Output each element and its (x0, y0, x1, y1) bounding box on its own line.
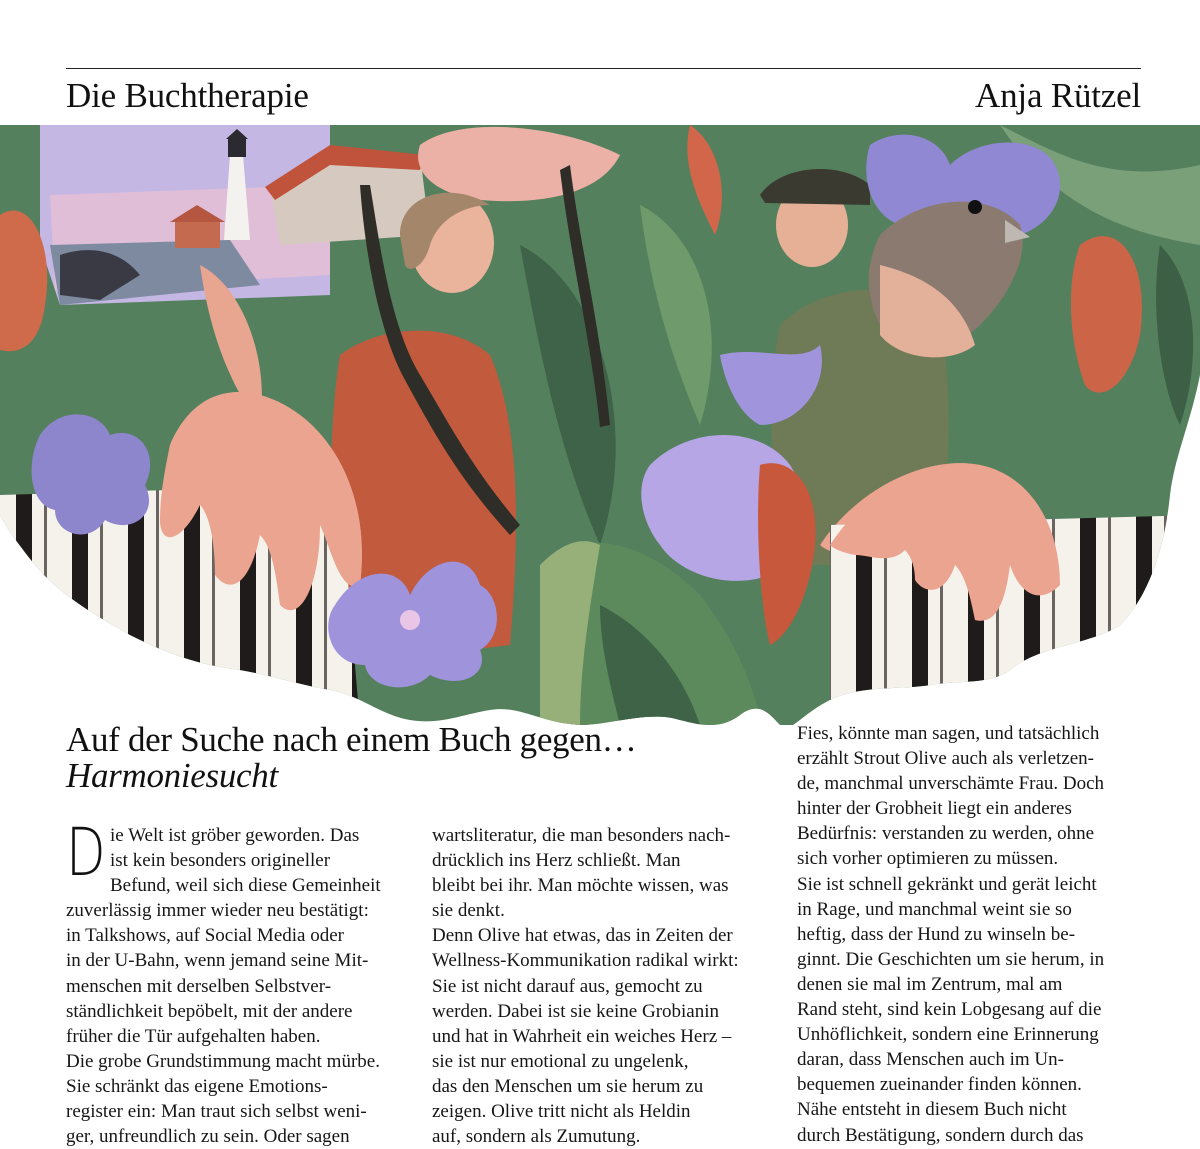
text-line: ger, unfreundlich zu sein. Oder sagen (66, 1126, 350, 1148)
text-line: Wellness-Kommunikation radikal wirkt: (432, 950, 739, 972)
text-line: erzählt Strout Olive auch als verletzen- (797, 748, 1095, 770)
text-line: werden. Dabei ist sie keine Grobianin (432, 1000, 720, 1022)
text-line: Sie schränkt das eigene Emotions- (66, 1075, 328, 1097)
text-line: bequemen zueinander finden können. (797, 1074, 1082, 1096)
drop-cap: D (66, 814, 106, 891)
text-line: ie Welt ist gröber geworden. Das (110, 825, 360, 846)
text-line: menschen mit derselben Selbstver- (66, 975, 332, 997)
text-line: Sie ist nicht darauf aus, gemocht zu (432, 975, 703, 997)
text-line: ständlichkeit bepöbelt, mit der andere (66, 1000, 353, 1022)
text-line: wartsliteratur, die man besonders nach- (432, 825, 731, 846)
text-line: in Talkshows, auf Social Media oder (66, 925, 344, 947)
text-line: zeigen. Olive tritt nicht als Heldin (432, 1101, 691, 1123)
text-line: ginnt. Die Geschichten um sie herum, in (797, 948, 1105, 970)
text-line: in der U-Bahn, wenn jemand seine Mit- (66, 950, 369, 972)
text-line: daran, dass Menschen auch im Un- (797, 1049, 1064, 1071)
text-line: sie ist nur emotional zu ungelenk, (432, 1050, 689, 1072)
header-rule (66, 68, 1141, 69)
text-line: auf, sondern als Zumutung. (432, 1126, 641, 1148)
text-line: bleibt bei ihr. Man möchte wissen, was (432, 875, 729, 897)
text-line: Die grobe Grundstimmung macht mürbe. (66, 1050, 380, 1072)
text-line: Sie ist schnell gekränkt und gerät leicht (797, 873, 1097, 895)
text-line: denen sie mal im Zentrum, mal am (797, 973, 1063, 995)
text-line: Befund, weil sich diese Gemeinheit (110, 875, 381, 897)
text-line: durch Bestätigung, sondern durch das (797, 1124, 1084, 1146)
hero-illustration (0, 125, 1200, 725)
text-line: in Rage, und manchmal weint sie so (797, 898, 1072, 920)
article-column-1 (66, 814, 381, 1149)
article-headline (66, 722, 766, 794)
article-column-2 (432, 823, 739, 1149)
text-line: drücklich ins Herz schließt. Man (432, 850, 681, 872)
text-line: Rand steht, sind kein Lobgesang auf die (797, 999, 1102, 1021)
text-line: sich vorher optimieren zu müssen. (797, 848, 1059, 870)
text-line: und hat in Wahrheit ein weiches Herz – (432, 1025, 732, 1047)
text-line: zuverlässig immer wieder neu bestätigt: (66, 900, 369, 922)
headline-subtitle: Harmoniesucht (66, 756, 278, 795)
text-line: sie denkt. (432, 900, 505, 922)
text-line: Nähe entsteht in diesem Buch nicht (797, 1099, 1067, 1121)
text-line: de, manchmal unverschämte Frau. Doch (797, 773, 1105, 795)
text-line: früher die Tür aufgehalten haben. (66, 1025, 321, 1047)
text-line: ist kein besonders origineller (110, 850, 331, 872)
text-line: register ein: Man traut sich selbst weni- (66, 1101, 367, 1123)
text-line: heftig, dass der Hund zu winseln be- (797, 923, 1076, 945)
article-column-3 (797, 721, 1104, 1148)
text-line: Denn Olive hat etwas, das in Zeiten der (432, 925, 733, 947)
text-line: Fies, könnte man sagen, und tatsächlich (797, 723, 1100, 744)
author-name: Anja Rützel (975, 76, 1141, 115)
headline-main: Auf der Suche nach einem Buch gegen… (66, 720, 637, 759)
text-line: hinter der Grobheit liegt ein anderes (797, 798, 1072, 820)
section-title: Die Buchtherapie (66, 76, 309, 115)
text-line: das den Menschen um sie herum zu (432, 1075, 704, 1097)
text-line: Bedürfnis: verstanden zu werden, ohne (797, 823, 1095, 845)
text-line: Unhöflichkeit, sondern eine Erinnerung (797, 1024, 1099, 1046)
